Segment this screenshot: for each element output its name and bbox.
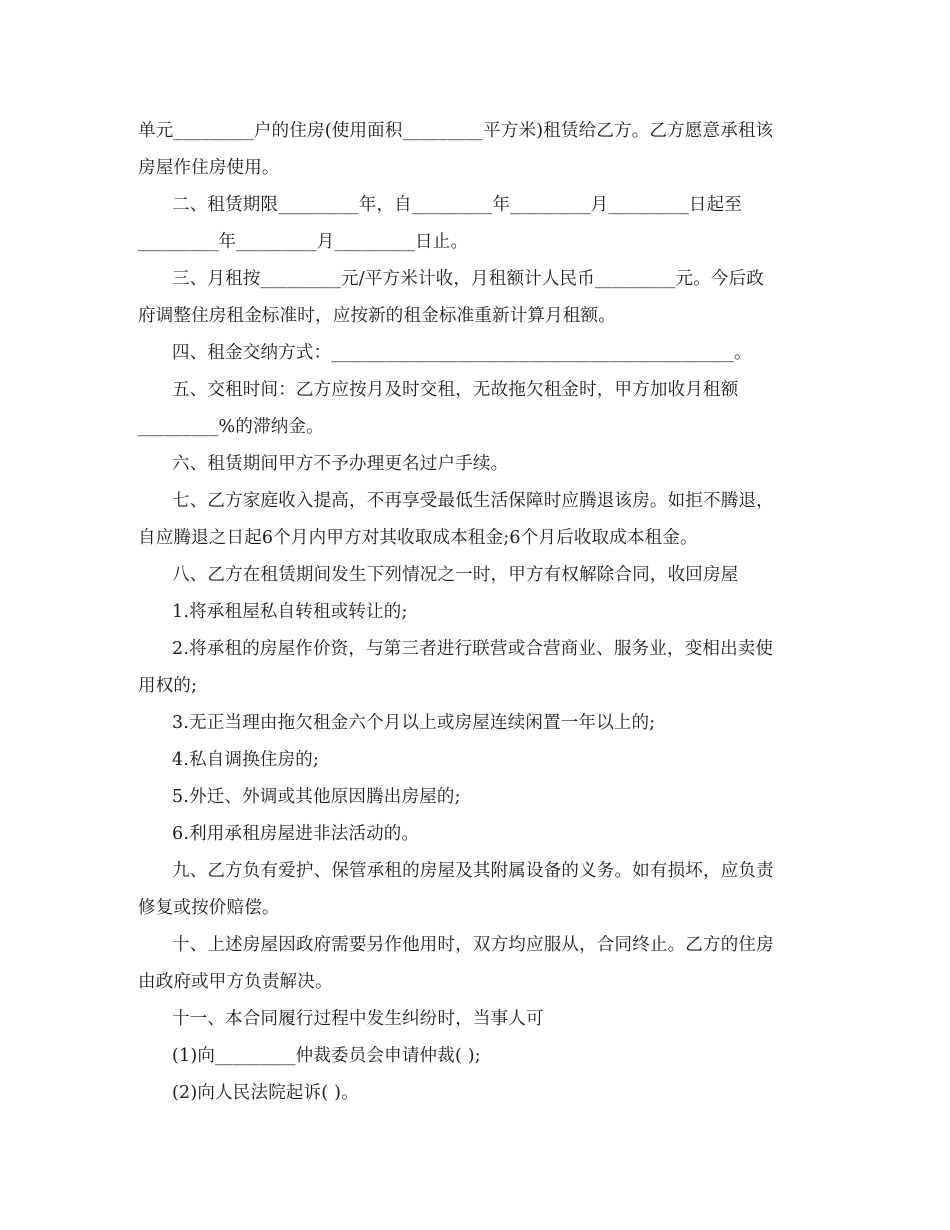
text-line: 房屋作住房使用。 bbox=[138, 158, 280, 178]
text-line: 4.私自调换住房的; bbox=[172, 750, 320, 770]
text-line: 十一、本合同履行过程中发生纠纷时，当事人可 bbox=[172, 1009, 544, 1029]
text-line: 自应腾退之日起6个月内甲方对其收取成本租金;6个月后收取成本租金。 bbox=[138, 528, 698, 548]
text-line: (1)向_________仲裁委员会申请仲裁( ); bbox=[172, 1046, 481, 1066]
text-line: 3.无正当理由拖欠租金六个月以上或房屋连续闲置一年以上的; bbox=[172, 713, 656, 733]
text-line: 6.利用承租房屋进非法活动的。 bbox=[172, 824, 420, 844]
text-line: 八、乙方在租赁期间发生下列情况之一时，甲方有权解除合同，收回房屋 bbox=[172, 565, 739, 585]
text-line: 十、上述房屋因政府需要另作他用时，双方均应服从，合同终止。乙方的住房 bbox=[172, 935, 774, 955]
text-line: 1.将承租屋私自转租或转让的; bbox=[172, 602, 408, 622]
text-line: 九、乙方负有爱护、保管承租的房屋及其附属设备的义务。如有损坏，应负责 bbox=[172, 861, 774, 881]
text-line: _________%的滞纳金。 bbox=[138, 417, 324, 437]
text-line: 由政府或甲方负责解决。 bbox=[138, 972, 333, 992]
text-line: _________年_________月_________日止。 bbox=[138, 232, 469, 252]
text-line: 七、乙方家庭收入提高，不再享受最低生活保障时应腾退该房。如拒不腾退， bbox=[172, 491, 774, 511]
text-line: 府调整住房租金标准时，应按新的租金标准重新计算月租额。 bbox=[138, 306, 616, 326]
text-line: 单元_________户的住房(使用面积_________平方米)租赁给乙方。乙方愿意承租该 bbox=[138, 121, 774, 141]
text-line: 五、交租时间：乙方应按月及时交租，无故拖欠租金时，甲方加收月租额 bbox=[172, 380, 739, 400]
text-line: 六、租赁期间甲方不予办理更名过户手续。 bbox=[172, 454, 509, 474]
text-line: 5.外迁、外调或其他原因腾出房屋的; bbox=[172, 787, 461, 807]
text-line: (2)向人民法院起诉( )。 bbox=[172, 1083, 359, 1103]
text-line: 二、租赁期限_________年，自_________年_________月_________日起至 bbox=[172, 195, 742, 215]
text-line: 用权的; bbox=[138, 676, 198, 696]
text-line: 三、月租按_________元/平方米计收，月租额计人民币_________元。今后政 bbox=[172, 269, 764, 289]
text-line: 四、租金交纳方式：_____________________________________________。 bbox=[172, 343, 752, 363]
text-line: 2.将承租的房屋作价资，与第三者进行联营或合营商业、服务业，变相出卖使 bbox=[172, 639, 774, 659]
text-line: 修复或按价赔偿。 bbox=[138, 898, 280, 918]
document-body bbox=[138, 113, 818, 1112]
